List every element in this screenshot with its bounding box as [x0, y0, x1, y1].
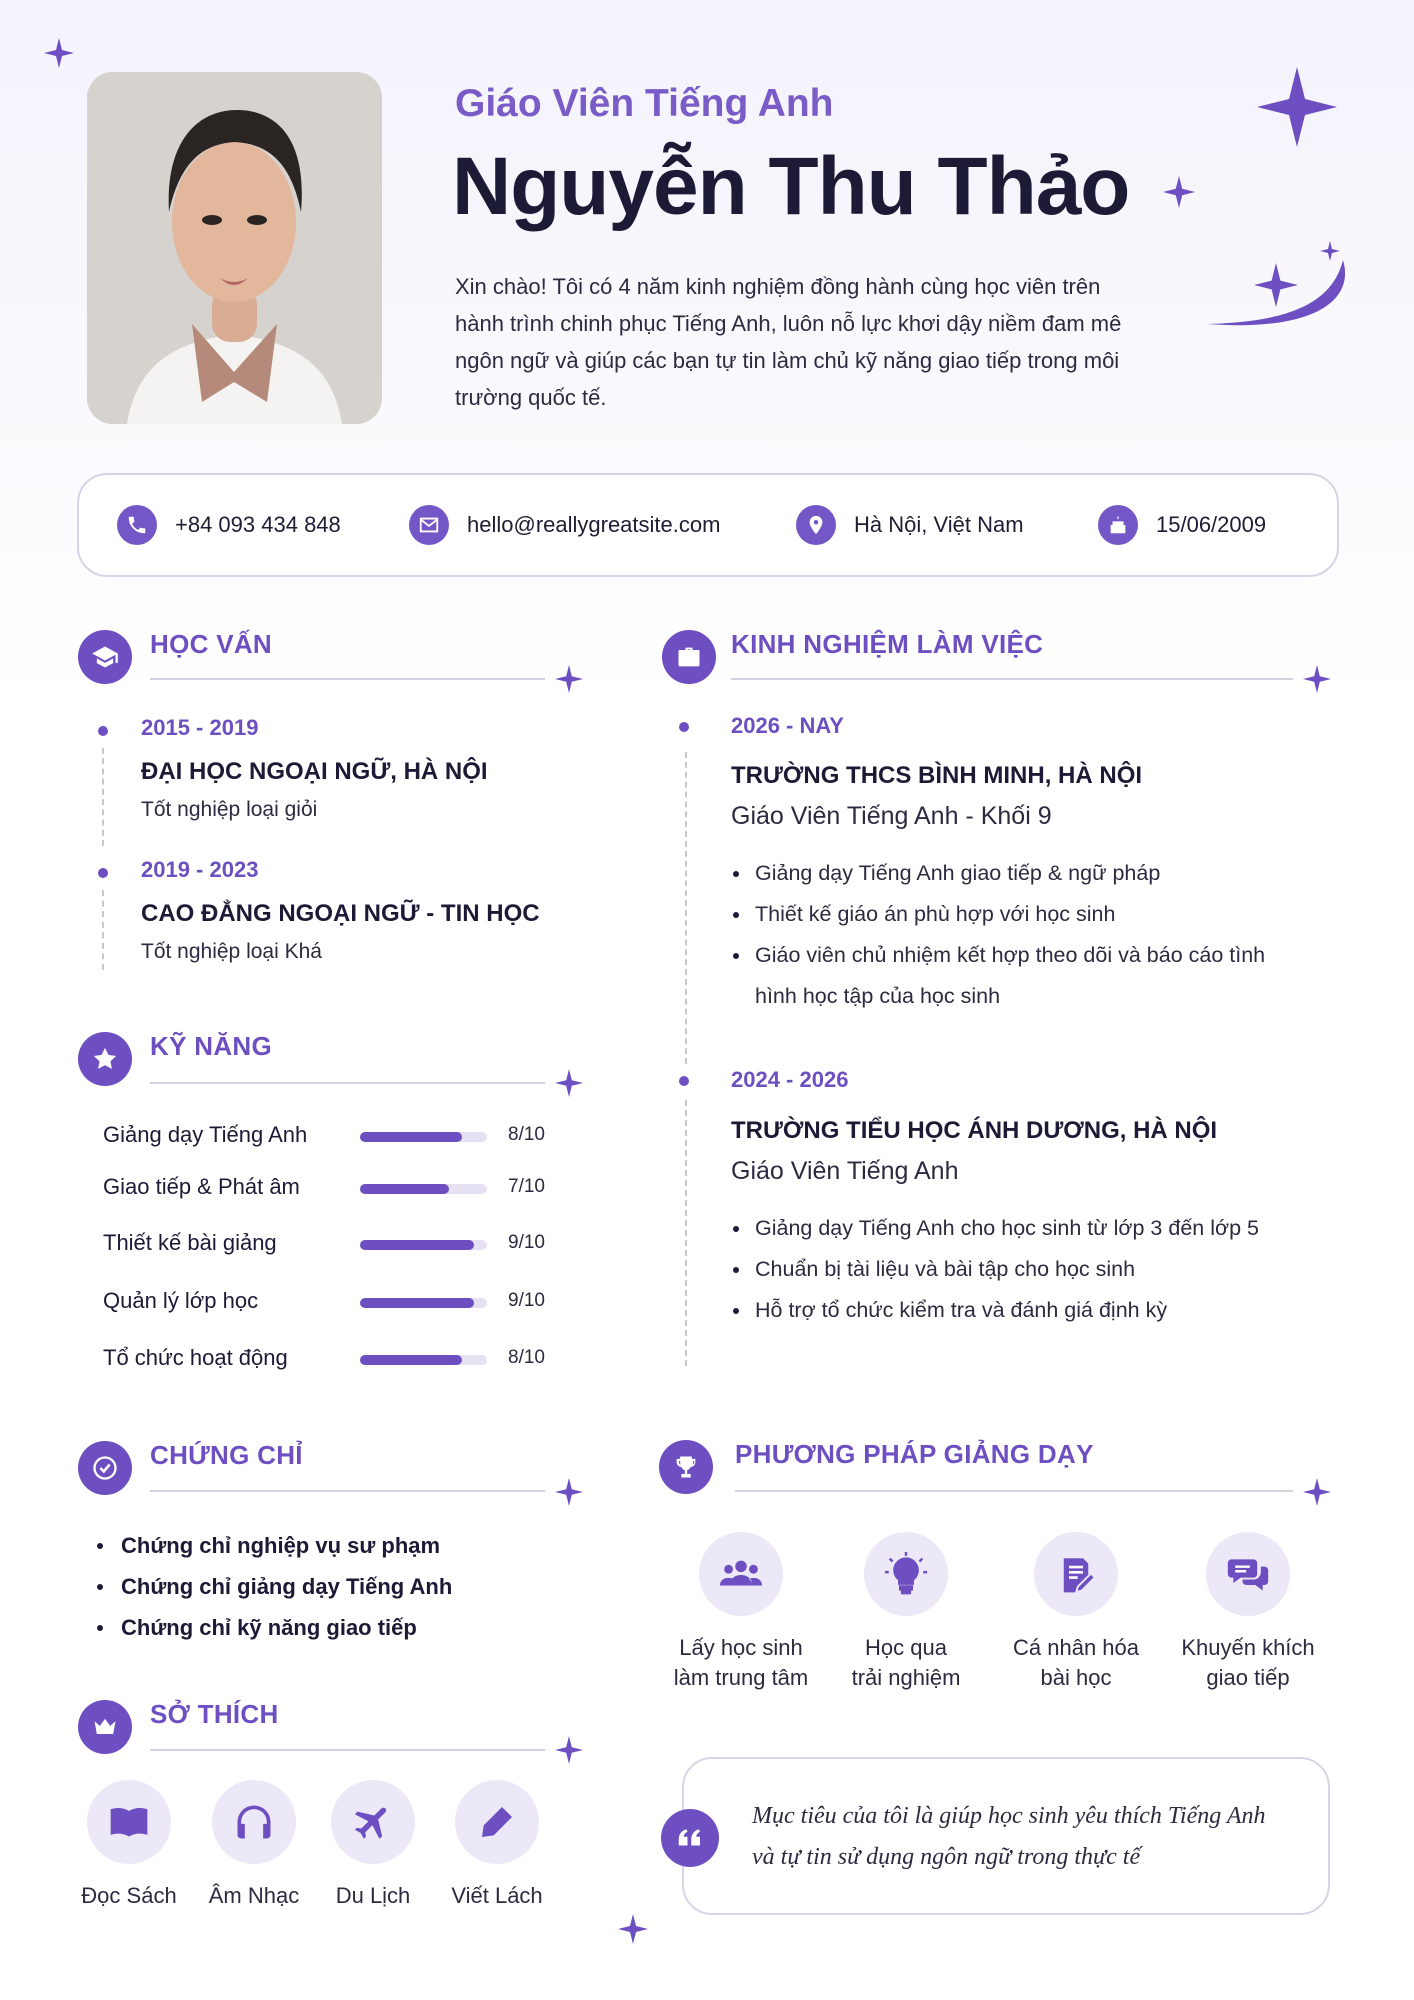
skill-bar — [360, 1298, 487, 1308]
skill-score: 8/10 — [508, 1347, 545, 1368]
email-text: hello@reallygreatsite.com — [467, 512, 721, 537]
airplane-icon — [351, 1800, 395, 1844]
divider — [150, 1082, 545, 1084]
method-label-line: bài học — [1040, 1665, 1112, 1690]
skill-name: Tổ chức hoạt động — [103, 1345, 288, 1370]
skill-bar-fill — [360, 1355, 462, 1365]
sparkle-icon — [1303, 1477, 1331, 1507]
skill-score: 7/10 — [508, 1176, 545, 1197]
education-school: ĐẠI HỌC NGOẠI NGỮ, HÀ NỘI — [141, 758, 488, 785]
cake-icon — [1098, 505, 1138, 545]
method-label-line: giao tiếp — [1206, 1665, 1290, 1690]
star-icon — [78, 1032, 132, 1086]
quote-line: và tự tin sử dụng ngôn ngữ trong thực tế — [752, 1844, 1141, 1870]
location-text: Hà Nội, Việt Nam — [854, 512, 1024, 537]
phone-text: +84 093 434 848 — [175, 512, 341, 537]
experience-place: TRƯỜNG THCS BÌNH MINH, HÀ NỘI — [731, 762, 1143, 789]
group-icon — [718, 1551, 764, 1597]
task-item: Hỗ trợ tổ chức kiểm tra và đánh giá định kỳ — [731, 1290, 1311, 1331]
certificate-item: Chứng chỉ kỹ năng giao tiếp — [95, 1607, 452, 1648]
skill-bar-fill — [360, 1184, 449, 1194]
sparkle-icon — [1257, 62, 1337, 152]
skill-score: 9/10 — [508, 1232, 545, 1253]
timeline-dot — [679, 1076, 689, 1086]
skill-name: Thiết kế bài giảng — [103, 1230, 277, 1255]
skill-bar — [360, 1240, 487, 1250]
certificate-badge-icon — [78, 1441, 132, 1495]
experience-heading: KINH NGHIỆM LÀM VIỆC — [731, 629, 1044, 659]
certificate-list — [95, 1525, 452, 1648]
education-detail: Tốt nghiệp loại Khá — [141, 940, 322, 963]
task-item: Giáo viên chủ nhiệm kết hợp theo dõi và báo cáo tình hình học tập của học sinh — [731, 935, 1311, 1017]
contact-location — [796, 475, 1024, 575]
skill-bar — [360, 1355, 487, 1365]
sparkle-icon — [44, 38, 74, 68]
mail-icon — [409, 505, 449, 545]
experience-place: TRƯỜNG TIỂU HỌC ÁNH DƯƠNG, HÀ NỘI — [731, 1117, 1218, 1144]
method-label — [651, 1633, 831, 1693]
birthday-text: 15/06/2009 — [1156, 512, 1267, 537]
method-personalized — [1034, 1532, 1118, 1616]
contact-email[interactable] — [409, 475, 720, 575]
skill-name: Giao tiếp & Phát âm — [103, 1174, 300, 1199]
skill-bar-fill — [360, 1132, 462, 1142]
divider — [150, 678, 545, 680]
sparkle-icon — [618, 1913, 648, 1945]
methods-heading: PHƯƠNG PHÁP GIẢNG DẠY — [735, 1439, 1094, 1469]
quote-text — [752, 1796, 1292, 1878]
contact-birthday — [1098, 475, 1266, 575]
job-title: Giáo Viên Tiếng Anh — [455, 82, 834, 125]
quote-mark-icon — [661, 1809, 719, 1867]
hobby-reading — [87, 1780, 171, 1864]
education-heading: HỌC VẤN — [150, 629, 272, 659]
person-name: Nguyễn Thu Thảo — [452, 141, 1130, 232]
experience-years: 2024 - 2026 — [731, 1067, 849, 1092]
method-label — [816, 1633, 996, 1693]
skill-row — [103, 1288, 553, 1318]
divider — [731, 678, 1293, 680]
method-label-line: Khuyến khích — [1181, 1635, 1315, 1660]
education-years: 2019 - 2023 — [141, 857, 259, 882]
location-pin-icon — [796, 505, 836, 545]
graduation-cap-icon — [78, 630, 132, 684]
divider — [150, 1749, 545, 1751]
crown-icon — [78, 1700, 132, 1754]
education-years: 2015 - 2019 — [141, 715, 259, 740]
method-student-centered — [699, 1532, 783, 1616]
phone-icon — [117, 505, 157, 545]
skill-bar-fill — [360, 1240, 474, 1250]
profile-photo — [87, 72, 382, 424]
swoosh-decoration — [1205, 250, 1355, 340]
task-item: Giảng dạy Tiếng Anh cho học sinh từ lớp 3 đến lớp 5 — [731, 1208, 1311, 1249]
task-list — [731, 1208, 1311, 1331]
divider — [735, 1490, 1293, 1492]
method-label-line: Cá nhân hóa — [1013, 1635, 1139, 1660]
method-label-line: trải nghiệm — [851, 1665, 961, 1690]
hobby-label: Âm Nhạc — [208, 1883, 300, 1908]
hobby-writing — [455, 1780, 539, 1864]
method-experiential — [864, 1532, 948, 1616]
quote-line: Mục tiêu của tôi là giúp học sinh yêu thích Tiếng Anh — [752, 1803, 1266, 1829]
task-item: Giảng dạy Tiếng Anh giao tiếp & ngữ pháp — [731, 853, 1311, 894]
task-item: Thiết kế giáo án phù hợp với học sinh — [731, 894, 1311, 935]
skill-bar — [360, 1132, 487, 1142]
skills-heading: KỸ NĂNG — [150, 1031, 272, 1061]
headphones-icon — [232, 1800, 276, 1844]
method-label — [986, 1633, 1166, 1693]
sparkle-icon — [555, 1068, 583, 1098]
certificate-item: Chứng chỉ nghiệp vụ sư phạm — [95, 1525, 452, 1566]
edit-document-icon — [1055, 1553, 1097, 1595]
task-item: Chuẩn bị tài liệu và bài tập cho học sinh — [731, 1249, 1311, 1290]
timeline-dot — [98, 868, 108, 878]
pen-icon — [477, 1802, 517, 1842]
skill-score: 9/10 — [508, 1290, 545, 1311]
timeline-line — [102, 890, 104, 970]
experience-role: Giáo Viên Tiếng Anh — [731, 1157, 959, 1185]
sparkle-icon — [1163, 176, 1195, 208]
lightbulb-icon — [883, 1551, 929, 1597]
certificate-item: Chứng chỉ giảng dạy Tiếng Anh — [95, 1566, 452, 1607]
method-label-line: Học qua — [865, 1635, 947, 1660]
skill-bar — [360, 1184, 487, 1194]
hobby-label: Đọc Sách — [81, 1883, 177, 1908]
method-communication — [1206, 1532, 1290, 1616]
hobby-label: Viết Lách — [451, 1883, 543, 1908]
timeline-dot — [98, 726, 108, 736]
sparkle-icon — [555, 1735, 583, 1765]
sparkle-icon — [1303, 664, 1331, 694]
trophy-icon — [659, 1440, 713, 1494]
skill-row — [103, 1174, 553, 1204]
contact-bar — [77, 473, 1339, 577]
skill-score: 8/10 — [508, 1124, 545, 1145]
method-label-line: làm trung tâm — [673, 1665, 809, 1690]
hobbies-heading: SỞ THÍCH — [150, 1699, 279, 1729]
skill-name: Quản lý lớp học — [103, 1288, 259, 1313]
method-label — [1158, 1633, 1338, 1693]
sparkle-icon — [555, 1477, 583, 1507]
divider — [150, 1490, 545, 1492]
sparkle-icon — [555, 664, 583, 694]
skill-bar-fill — [360, 1298, 474, 1308]
education-detail: Tốt nghiệp loại giỏi — [141, 798, 318, 821]
certificates-heading: CHỨNG CHỈ — [150, 1440, 303, 1470]
timeline-line — [102, 748, 104, 846]
briefcase-icon — [662, 630, 716, 684]
skill-row — [103, 1230, 553, 1260]
intro-paragraph: Xin chào! Tôi có 4 năm kinh nghiệm đồng hành cùng học viên trên hành trình chinh phục Tiếng Anh, luôn nỗ lực khơi dậy niềm đam mê ngôn ngữ và giúp các bạn tự tin làm chủ kỹ năng giao tiếp trong môi trường quốc tế. — [455, 274, 1122, 410]
timeline-line — [685, 1100, 687, 1366]
book-icon — [107, 1800, 151, 1844]
task-list — [731, 853, 1311, 1017]
chat-bubbles-icon — [1226, 1552, 1270, 1596]
skill-row — [103, 1345, 553, 1375]
contact-phone[interactable] — [117, 475, 341, 575]
education-school: CAO ĐẲNG NGOẠI NGỮ - TIN HỌC — [141, 900, 540, 927]
timeline-line — [685, 752, 687, 1064]
hobby-label: Du Lịch — [335, 1883, 411, 1908]
experience-years: 2026 - NAY — [731, 713, 844, 738]
method-label-line: Lấy học sinh — [679, 1635, 803, 1660]
skill-name: Giảng dạy Tiếng Anh — [103, 1122, 308, 1147]
hobby-music — [212, 1780, 296, 1864]
experience-role: Giáo Viên Tiếng Anh - Khối 9 — [731, 802, 1052, 830]
timeline-dot — [679, 722, 689, 732]
skill-row — [103, 1122, 553, 1152]
hobby-travel — [331, 1780, 415, 1864]
